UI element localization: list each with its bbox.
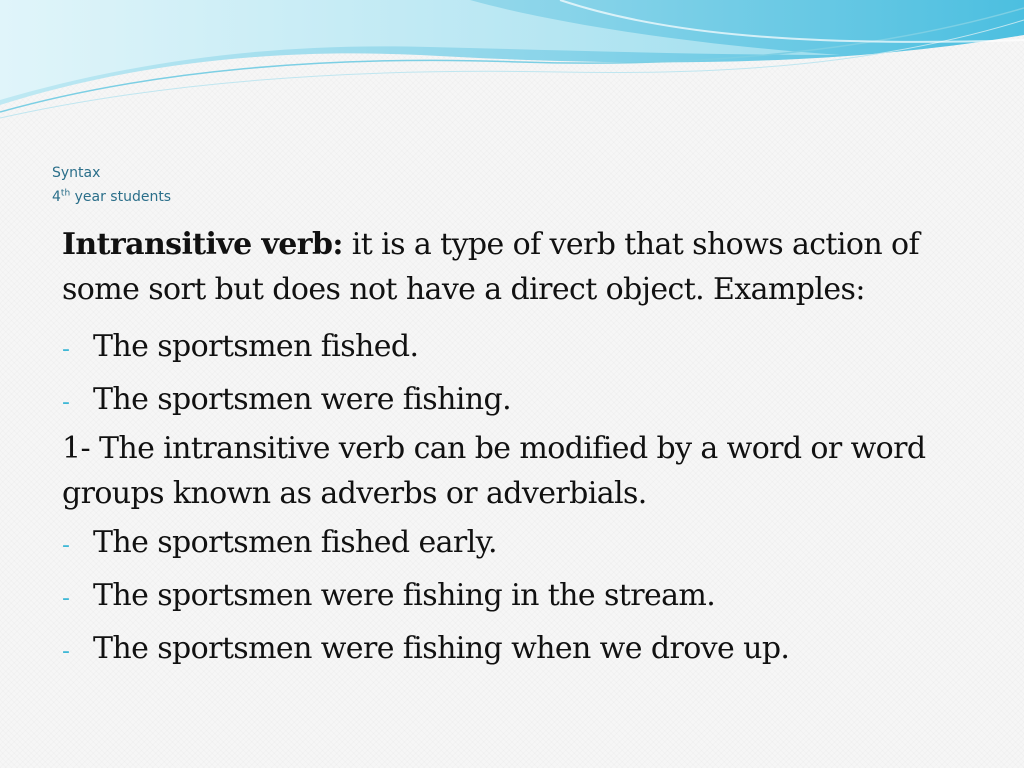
course-name: Syntax [52,165,101,181]
definition-paragraph [62,222,982,312]
slide-subtitle [52,161,171,209]
definition-text: it is a type of verb that shows action of some sort but does not have a direct object. Examples: [62,227,919,307]
dash-bullet-icon: - [62,337,70,362]
year-suffix: th [60,188,71,199]
example-text: The sportsmen fished. [93,329,419,364]
header-wave-decoration [0,0,1024,120]
example-item [62,373,982,426]
audience-line [52,185,171,209]
dash-bullet-icon: - [62,639,70,664]
example-item [62,622,982,675]
dash-bullet-icon: - [62,533,70,558]
example-text: The sportsmen were fishing. [93,382,512,417]
example-item [62,569,982,622]
example-item [62,320,982,373]
numbered-point: 1- The intransitive verb can be modified by a word or word groups known as adverbs or adverbials. [62,431,926,511]
example-text: The sportsmen were fishing in the stream. [93,578,716,613]
definition-term: Intransitive verb: [62,227,343,262]
example-text: The sportsmen were fishing when we drove up. [93,631,790,666]
dash-bullet-icon: - [62,586,70,611]
dash-bullet-icon: - [62,390,70,415]
slide-body [62,222,982,675]
example-item [62,516,982,569]
example-text: The sportsmen fished early. [93,525,497,560]
year-rest: year students [70,189,172,205]
year-number: 4 [52,189,61,205]
